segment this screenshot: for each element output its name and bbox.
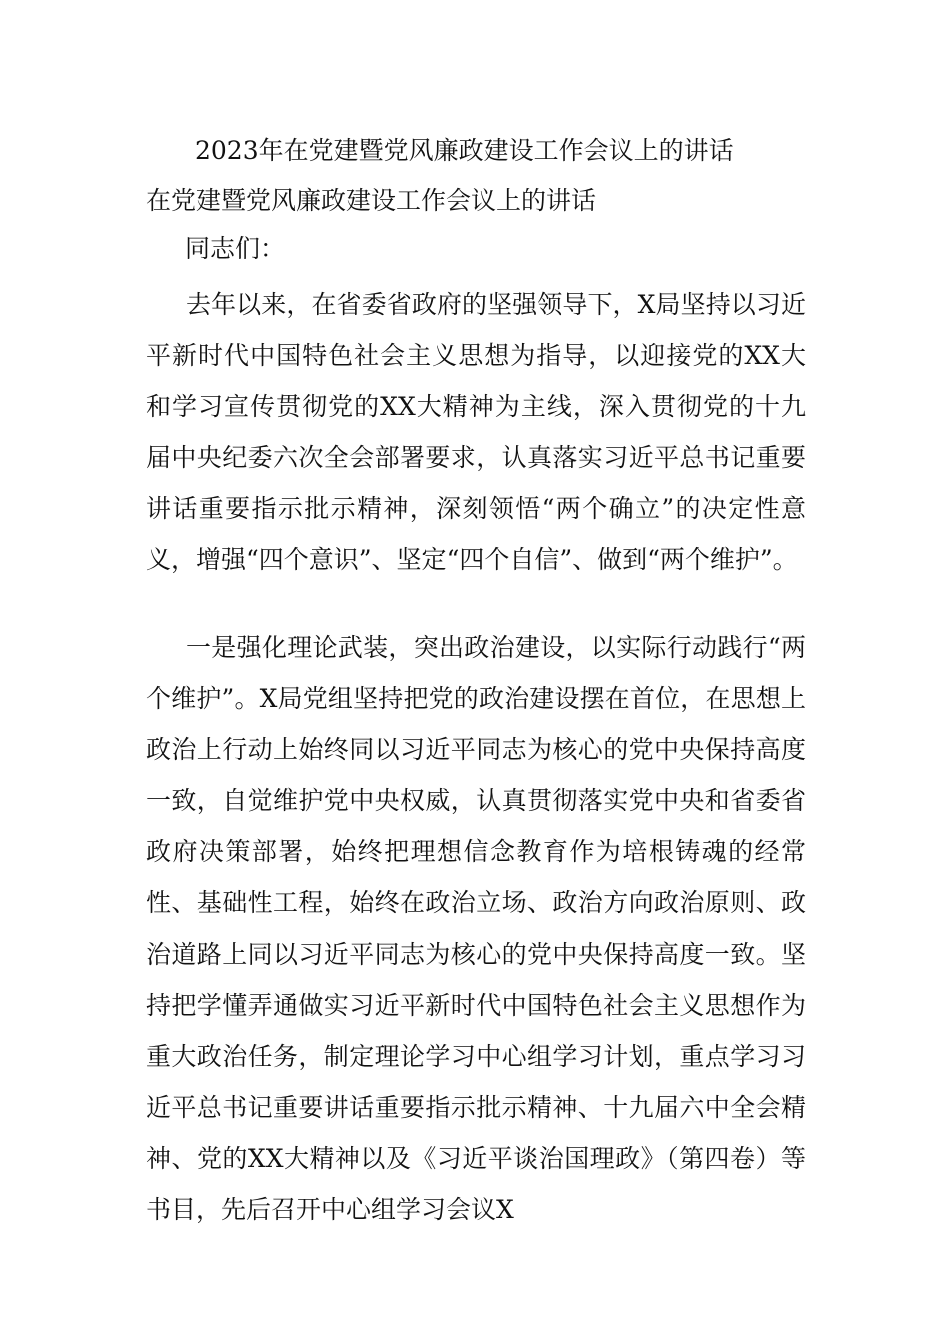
- paragraph-intro: 去年以来，在省委省政府的坚强领导下，X局坚持以习近平新时代中国特色社会主义思想为指导，以迎接党的XX大和学习宣传贯彻党的XX大精神为主线，深入贯彻党的十九届中央纪委六次全会部署要求，认真落实习近平总书记重要讲话重要指示批示精神，深刻领悟“两个确立”的决定性意义，增强“四个意识”、坚定“四个自信”、做到“两个维护”。: [146, 290, 806, 575]
- salutation: 同志们：: [185, 234, 286, 263]
- document-title: 2023年在党建暨党风廉政建设工作会议上的讲话: [195, 136, 734, 165]
- document-subtitle: 在党建暨党风廉政建设工作会议上的讲话: [146, 186, 597, 215]
- paragraph-theory: 一是强化理论武装，突出政治建设，以实际行动践行“两个维护”。X局党组坚持把党的政治建设摆在首位，在思想上政治上行动上始终同以习近平同志为核心的党中央保持高度一致，自觉维护党中央权威，认真贯彻落实党中央和省委省政府决策部署，始终把理想信念教育作为培根铸魂的经常性、基础性工程，始终在政治立场、政治方向政治原则、政治道路上同以习近平同志为核心的党中央保持高度一致。坚持把学懂弄通做实习近平新时代中国特色社会主义思想作为重大政治任务，制定理论学习中心组学习计划，重点学习习近平总书记重要讲话重要指示批示精神、十九届六中全会精神、党的XX大精神以及《习近平谈治国理政》（第四卷）等书目，先后召开中心组学习会议X: [146, 633, 806, 1225]
